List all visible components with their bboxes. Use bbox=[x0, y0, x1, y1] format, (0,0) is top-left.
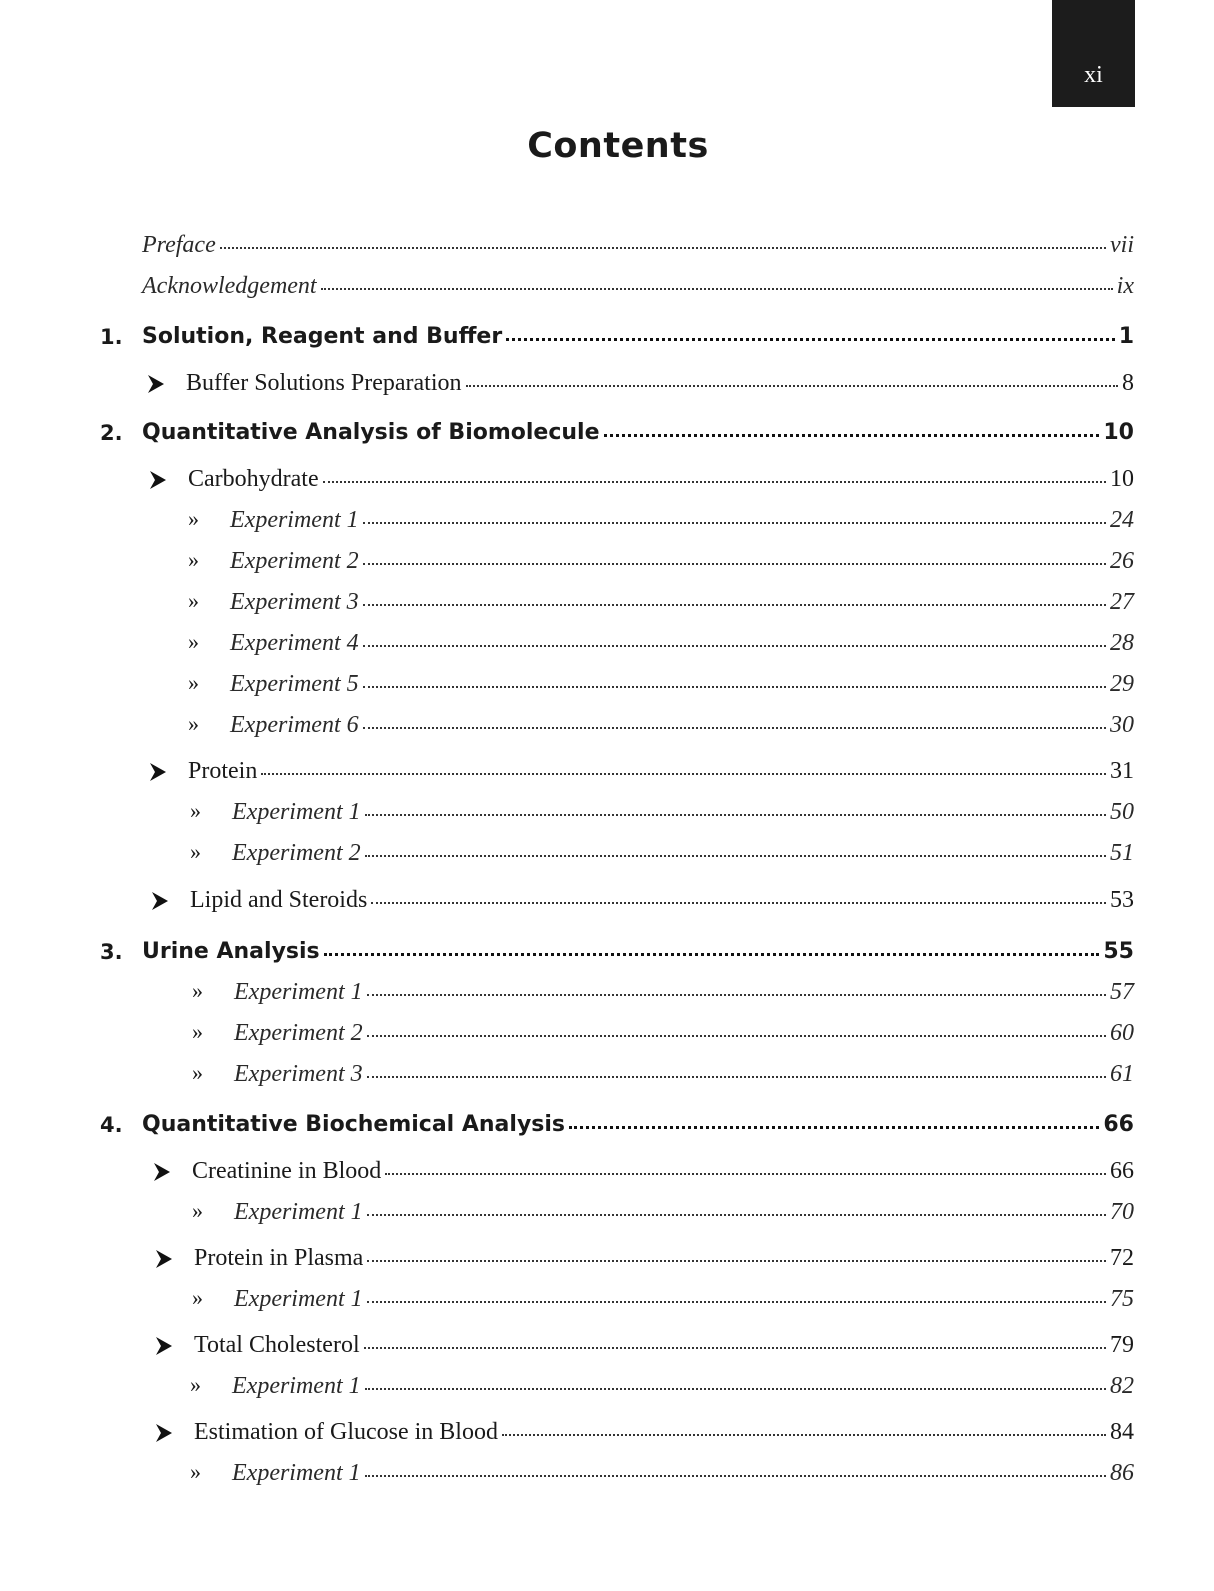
dot-leader bbox=[365, 855, 1106, 857]
experiment-page: 50 bbox=[1110, 799, 1134, 825]
dot-leader bbox=[502, 1434, 1106, 1436]
toc-chapter-1[interactable] bbox=[100, 320, 1134, 354]
experiment-page: 27 bbox=[1110, 589, 1134, 615]
section-label: Protein in Plasma bbox=[194, 1245, 364, 1271]
dot-leader bbox=[324, 953, 1100, 956]
toc-experiment[interactable] bbox=[234, 975, 1134, 1009]
double-chevron-icon: » bbox=[192, 1198, 203, 1223]
toc-section-buffer-solutions[interactable] bbox=[186, 366, 1134, 400]
double-chevron-icon: » bbox=[190, 1372, 201, 1397]
double-chevron-icon: » bbox=[192, 1019, 203, 1044]
experiment-label: Experiment 5 bbox=[230, 671, 359, 697]
dot-leader bbox=[371, 902, 1106, 904]
toc-experiment[interactable] bbox=[234, 1195, 1134, 1229]
toc-experiment[interactable] bbox=[230, 626, 1134, 660]
experiment-label: Experiment 1 bbox=[234, 979, 363, 1005]
chapter-title: Urine Analysis bbox=[142, 939, 320, 964]
double-chevron-icon: » bbox=[188, 670, 199, 695]
double-chevron-icon: » bbox=[190, 1459, 201, 1484]
page-number: xi bbox=[1084, 62, 1103, 88]
experiment-page: 75 bbox=[1110, 1286, 1134, 1312]
double-chevron-icon: » bbox=[188, 506, 199, 531]
dot-leader bbox=[367, 1035, 1106, 1037]
dot-leader bbox=[506, 338, 1115, 341]
toc-experiment[interactable] bbox=[234, 1057, 1134, 1091]
experiment-page: 61 bbox=[1110, 1061, 1134, 1087]
experiment-page: 24 bbox=[1110, 507, 1134, 533]
chapter-page: 55 bbox=[1103, 939, 1134, 964]
experiment-label: Experiment 1 bbox=[232, 799, 361, 825]
experiment-label: Experiment 1 bbox=[234, 1199, 363, 1225]
toc-experiment[interactable] bbox=[230, 544, 1134, 578]
chapter-number: 1. bbox=[100, 325, 123, 349]
section-label: Creatinine in Blood bbox=[192, 1158, 382, 1184]
toc-entry-label: Acknowledgement bbox=[142, 273, 317, 299]
experiment-page: 82 bbox=[1110, 1373, 1134, 1399]
toc-experiment[interactable] bbox=[230, 503, 1134, 537]
toc-entry-label: Preface bbox=[142, 232, 216, 258]
experiment-page: 29 bbox=[1110, 671, 1134, 697]
section-page: 10 bbox=[1110, 466, 1134, 492]
toc-section-cholesterol[interactable] bbox=[194, 1328, 1134, 1362]
chapter-title: Solution, Reagent and Buffer bbox=[142, 324, 503, 349]
chevron-right-icon bbox=[148, 763, 168, 781]
dot-leader bbox=[367, 1076, 1106, 1078]
dot-leader bbox=[367, 994, 1106, 996]
experiment-label: Experiment 6 bbox=[230, 712, 359, 738]
dot-leader bbox=[363, 563, 1106, 565]
section-label: Protein bbox=[188, 758, 258, 784]
section-page: 72 bbox=[1110, 1245, 1134, 1271]
toc-experiment[interactable] bbox=[232, 1369, 1134, 1403]
dot-leader bbox=[365, 1388, 1106, 1390]
dot-leader bbox=[569, 1126, 1099, 1129]
toc-experiment[interactable] bbox=[230, 708, 1134, 742]
double-chevron-icon: » bbox=[188, 711, 199, 736]
dot-leader bbox=[604, 434, 1100, 437]
chapter-title: Quantitative Biochemical Analysis bbox=[142, 1112, 566, 1137]
double-chevron-icon: » bbox=[190, 798, 201, 823]
double-chevron-icon: » bbox=[188, 547, 199, 572]
dot-leader bbox=[321, 288, 1113, 290]
experiment-page: 86 bbox=[1110, 1460, 1134, 1486]
chapter-page: 1 bbox=[1118, 324, 1134, 349]
dot-leader bbox=[385, 1173, 1106, 1175]
toc-section-glucose[interactable] bbox=[194, 1415, 1134, 1449]
dot-leader bbox=[466, 385, 1118, 387]
experiment-label: Experiment 1 bbox=[234, 1286, 363, 1312]
dot-leader bbox=[367, 1214, 1106, 1216]
dot-leader bbox=[363, 727, 1106, 729]
toc-chapter-2[interactable] bbox=[100, 416, 1134, 450]
dot-leader bbox=[365, 1475, 1106, 1477]
chapter-number: 4. bbox=[100, 1113, 123, 1137]
double-chevron-icon: » bbox=[192, 1285, 203, 1310]
toc-chapter-4[interactable] bbox=[100, 1108, 1134, 1142]
dot-leader bbox=[363, 522, 1106, 524]
toc-entry-page: vii bbox=[1110, 232, 1134, 258]
toc-entry-preface[interactable] bbox=[142, 228, 1134, 262]
dot-leader bbox=[365, 814, 1106, 816]
chevron-right-icon bbox=[148, 471, 168, 489]
toc-entry-acknowledgement[interactable] bbox=[142, 269, 1134, 303]
experiment-label: Experiment 3 bbox=[234, 1061, 363, 1087]
chapter-title: Quantitative Analysis of Biomolecule bbox=[142, 420, 600, 445]
chevron-right-icon bbox=[150, 892, 170, 910]
dot-leader bbox=[363, 645, 1106, 647]
section-label: Total Cholesterol bbox=[194, 1332, 360, 1358]
experiment-page: 70 bbox=[1110, 1199, 1134, 1225]
section-page: 84 bbox=[1110, 1419, 1134, 1445]
chapter-page: 66 bbox=[1103, 1112, 1134, 1137]
experiment-label: Experiment 1 bbox=[232, 1460, 361, 1486]
chapter-number: 2. bbox=[100, 421, 123, 445]
experiment-label: Experiment 1 bbox=[230, 507, 359, 533]
dot-leader bbox=[220, 247, 1106, 249]
dot-leader bbox=[364, 1347, 1106, 1349]
section-page: 8 bbox=[1122, 370, 1134, 396]
double-chevron-icon: » bbox=[192, 1060, 203, 1085]
section-label: Carbohydrate bbox=[188, 466, 319, 492]
experiment-label: Experiment 2 bbox=[232, 840, 361, 866]
dot-leader bbox=[367, 1301, 1106, 1303]
dot-leader bbox=[367, 1260, 1106, 1262]
experiment-label: Experiment 4 bbox=[230, 630, 359, 656]
toc-experiment[interactable] bbox=[230, 667, 1134, 701]
section-page: 31 bbox=[1110, 758, 1134, 784]
section-page: 66 bbox=[1110, 1158, 1134, 1184]
toc-section-protein-plasma[interactable] bbox=[194, 1241, 1134, 1275]
dot-leader bbox=[261, 773, 1106, 775]
section-page: 53 bbox=[1110, 887, 1134, 913]
experiment-page: 57 bbox=[1110, 979, 1134, 1005]
toc-section-lipid-steroids[interactable] bbox=[190, 883, 1134, 917]
section-label: Lipid and Steroids bbox=[190, 887, 368, 913]
toc-experiment[interactable] bbox=[234, 1016, 1134, 1050]
dot-leader bbox=[363, 686, 1106, 688]
chapter-number: 3. bbox=[100, 940, 123, 964]
section-page: 79 bbox=[1110, 1332, 1134, 1358]
toc-experiment[interactable] bbox=[230, 585, 1134, 619]
experiment-label: Experiment 1 bbox=[232, 1373, 361, 1399]
experiment-label: Experiment 2 bbox=[230, 548, 359, 574]
chapter-page: 10 bbox=[1103, 420, 1134, 445]
experiment-page: 51 bbox=[1110, 840, 1134, 866]
toc-entry-page: ix bbox=[1116, 273, 1134, 299]
chevron-right-icon bbox=[154, 1337, 174, 1355]
toc-experiment[interactable] bbox=[232, 1456, 1134, 1490]
chevron-right-icon bbox=[152, 1163, 172, 1181]
page-title: Contents bbox=[527, 126, 709, 166]
toc-experiment[interactable] bbox=[234, 1282, 1134, 1316]
chevron-right-icon bbox=[146, 375, 166, 393]
double-chevron-icon: » bbox=[188, 629, 199, 654]
toc-section-creatinine[interactable] bbox=[192, 1154, 1134, 1188]
section-label: Estimation of Glucose in Blood bbox=[194, 1419, 498, 1445]
toc-chapter-3[interactable] bbox=[100, 935, 1134, 969]
experiment-page: 26 bbox=[1110, 548, 1134, 574]
toc-experiment[interactable] bbox=[232, 795, 1134, 829]
chevron-right-icon bbox=[154, 1424, 174, 1442]
experiment-label: Experiment 3 bbox=[230, 589, 359, 615]
double-chevron-icon: » bbox=[188, 588, 199, 613]
experiment-label: Experiment 2 bbox=[234, 1020, 363, 1046]
double-chevron-icon: » bbox=[192, 978, 203, 1003]
experiment-page: 60 bbox=[1110, 1020, 1134, 1046]
toc-section-carbohydrate[interactable] bbox=[188, 462, 1134, 496]
chevron-right-icon bbox=[154, 1250, 174, 1268]
experiment-page: 28 bbox=[1110, 630, 1134, 656]
section-label: Buffer Solutions Preparation bbox=[186, 370, 462, 396]
double-chevron-icon: » bbox=[190, 839, 201, 864]
toc-section-protein[interactable] bbox=[188, 754, 1134, 788]
dot-leader bbox=[323, 481, 1106, 483]
dot-leader bbox=[363, 604, 1106, 606]
toc-experiment[interactable] bbox=[232, 836, 1134, 870]
experiment-page: 30 bbox=[1110, 712, 1134, 738]
